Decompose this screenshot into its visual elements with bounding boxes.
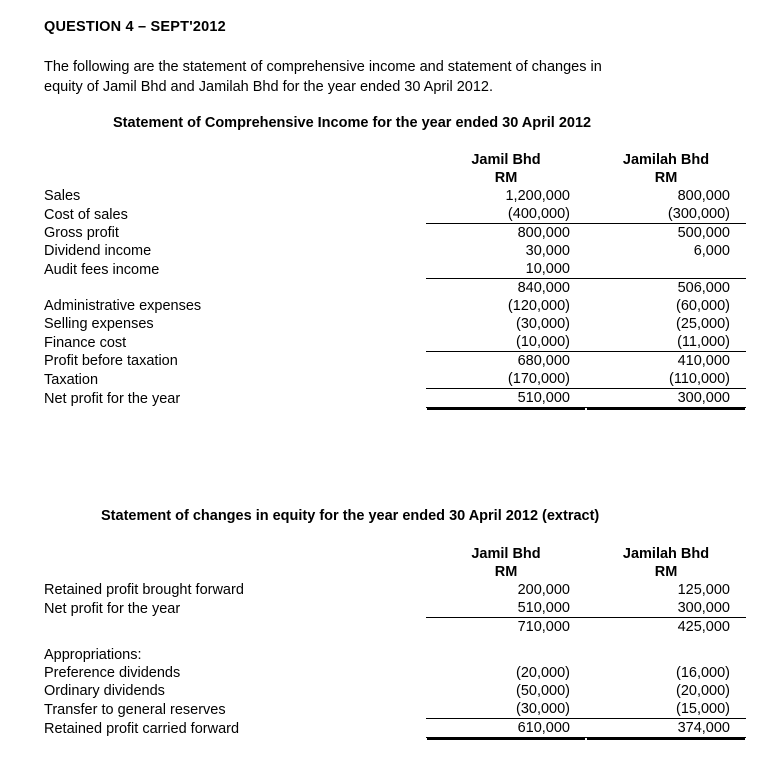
row-value-a: 200,000 [517, 582, 570, 598]
row-value-b: 506,000 [586, 279, 746, 298]
table-row [44, 370, 746, 389]
row-label: Cost of sales [44, 206, 128, 223]
unit-company-b: RM [654, 170, 678, 186]
table-header-row [44, 545, 746, 563]
row-label [44, 279, 426, 298]
table-row [44, 581, 746, 599]
row-value-a: 30,000 [525, 243, 570, 259]
row-label: Preference dividends [44, 665, 181, 681]
statement-equity-table [44, 545, 746, 738]
table-row [44, 205, 746, 224]
row-value-a: (120,000) [507, 298, 570, 314]
header-blank [44, 151, 426, 169]
row-label: Ordinary dividends [44, 683, 165, 699]
table-row-total [44, 719, 746, 738]
intro-line-1: The following are the statement of comprehensive income and statement of changes in [44, 59, 602, 75]
statement-equity-header [44, 545, 746, 581]
row-value-a: (400,000) [507, 206, 570, 222]
header-company-a: Jamil Bhd [471, 546, 541, 562]
row-value-b: (16,000) [675, 665, 730, 681]
table-row [44, 599, 746, 618]
row-label: Profit before taxation [44, 353, 178, 369]
row-label: Appropriations: [44, 647, 142, 663]
row-value-a: (30,000) [515, 701, 570, 717]
table-row-subtotal [44, 279, 746, 298]
spacer-cell [586, 636, 746, 646]
page-title: QUESTION 4 – SEPT'2012 [44, 19, 226, 35]
row-value-b: 6,000 [693, 243, 730, 259]
header-blank [44, 545, 426, 563]
row-value-b: 410,000 [586, 352, 746, 371]
row-label: Selling expenses [44, 316, 154, 332]
row-value-b: 500,000 [586, 224, 746, 243]
spacer-cell [44, 636, 426, 646]
spacer-cell [426, 636, 586, 646]
table-spacer-row [44, 636, 746, 646]
row-value-b: 800,000 [677, 188, 730, 204]
row-label: Retained profit carried forward [44, 720, 240, 737]
table-row-subtotal [44, 352, 746, 371]
row-value-b: (20,000) [675, 683, 730, 699]
row-value-a: 610,000 [426, 719, 586, 738]
table-row [44, 260, 746, 279]
unit-company-a: RM [494, 170, 518, 186]
row-value-a: 510,000 [517, 600, 570, 616]
header-company-b: Jamilah Bhd [622, 546, 710, 562]
row-label: Gross profit [44, 225, 119, 241]
table-row [44, 700, 746, 719]
intro-paragraph [44, 57, 746, 97]
unit-blank [44, 169, 426, 187]
statement-equity-body [44, 581, 746, 738]
row-label: Net profit for the year [44, 600, 181, 617]
row-value-a: 510,000 [426, 389, 586, 408]
row-value-b: (15,000) [675, 701, 730, 717]
statement-equity-title: Statement of changes in equity for the year ended 30 April 2012 (extract) [101, 508, 600, 524]
table-row-section [44, 646, 746, 664]
table-unit-row [44, 169, 746, 187]
row-value-b: (60,000) [675, 298, 730, 314]
row-value-a: (20,000) [515, 665, 570, 681]
table-unit-row [44, 563, 746, 581]
row-value-b: 300,000 [677, 600, 730, 616]
row-value-b: (110,000) [669, 371, 730, 387]
table-row [44, 224, 746, 243]
row-label: Audit fees income [44, 261, 160, 278]
row-value-a: 710,000 [426, 618, 586, 637]
table-row [44, 664, 746, 682]
header-company-b: Jamilah Bhd [622, 152, 710, 168]
unit-blank [44, 563, 426, 581]
statement-income-table [44, 151, 746, 408]
intro-line-2: equity of Jamil Bhd and Jamilah Bhd for the year ended 30 April 2012. [44, 79, 493, 95]
table-row [44, 682, 746, 700]
row-label: Dividend income [44, 243, 152, 259]
row-value-a: 840,000 [426, 279, 586, 298]
row-value-a [426, 646, 586, 664]
table-header-row [44, 151, 746, 169]
table-row [44, 315, 746, 333]
row-value-a: (170,000) [507, 371, 570, 387]
unit-company-b: RM [654, 564, 678, 580]
table-row [44, 333, 746, 352]
statement-income-title: Statement of Comprehensive Income for the year ended 30 April 2012 [113, 115, 592, 131]
header-company-a: Jamil Bhd [471, 152, 541, 168]
row-value-b: 125,000 [677, 582, 730, 598]
statement-income-body [44, 187, 746, 408]
row-label: Sales [44, 188, 81, 204]
row-value-a: (50,000) [515, 683, 570, 699]
row-value-a: 1,200,000 [505, 188, 570, 204]
row-label: Net profit for the year [44, 390, 181, 407]
row-value-a: 10,000 [525, 261, 570, 277]
row-label: Retained profit brought forward [44, 582, 244, 598]
row-label [44, 618, 426, 637]
table-row [44, 297, 746, 315]
row-value-b: 374,000 [586, 719, 746, 738]
table-row-total [44, 389, 746, 408]
row-label: Taxation [44, 371, 99, 388]
row-label: Transfer to general reserves [44, 701, 226, 718]
row-label: Administrative expenses [44, 298, 202, 314]
row-value-b: 300,000 [586, 389, 746, 408]
row-value-b [586, 646, 746, 664]
row-value-b: (300,000) [667, 206, 730, 222]
row-value-b: 425,000 [586, 618, 746, 637]
row-value-a: (30,000) [515, 316, 570, 332]
row-value-b: (25,000) [675, 316, 730, 332]
row-value-b [586, 260, 746, 279]
table-row-subtotal [44, 618, 746, 637]
row-value-a: (10,000) [515, 334, 570, 350]
row-value-b: (11,000) [677, 334, 730, 350]
row-label: Finance cost [44, 334, 127, 351]
unit-company-a: RM [494, 564, 518, 580]
table-row [44, 242, 746, 260]
table-row [44, 187, 746, 205]
statement-income-header [44, 151, 746, 187]
row-value-a: 680,000 [426, 352, 586, 371]
row-value-a: 800,000 [426, 224, 586, 243]
